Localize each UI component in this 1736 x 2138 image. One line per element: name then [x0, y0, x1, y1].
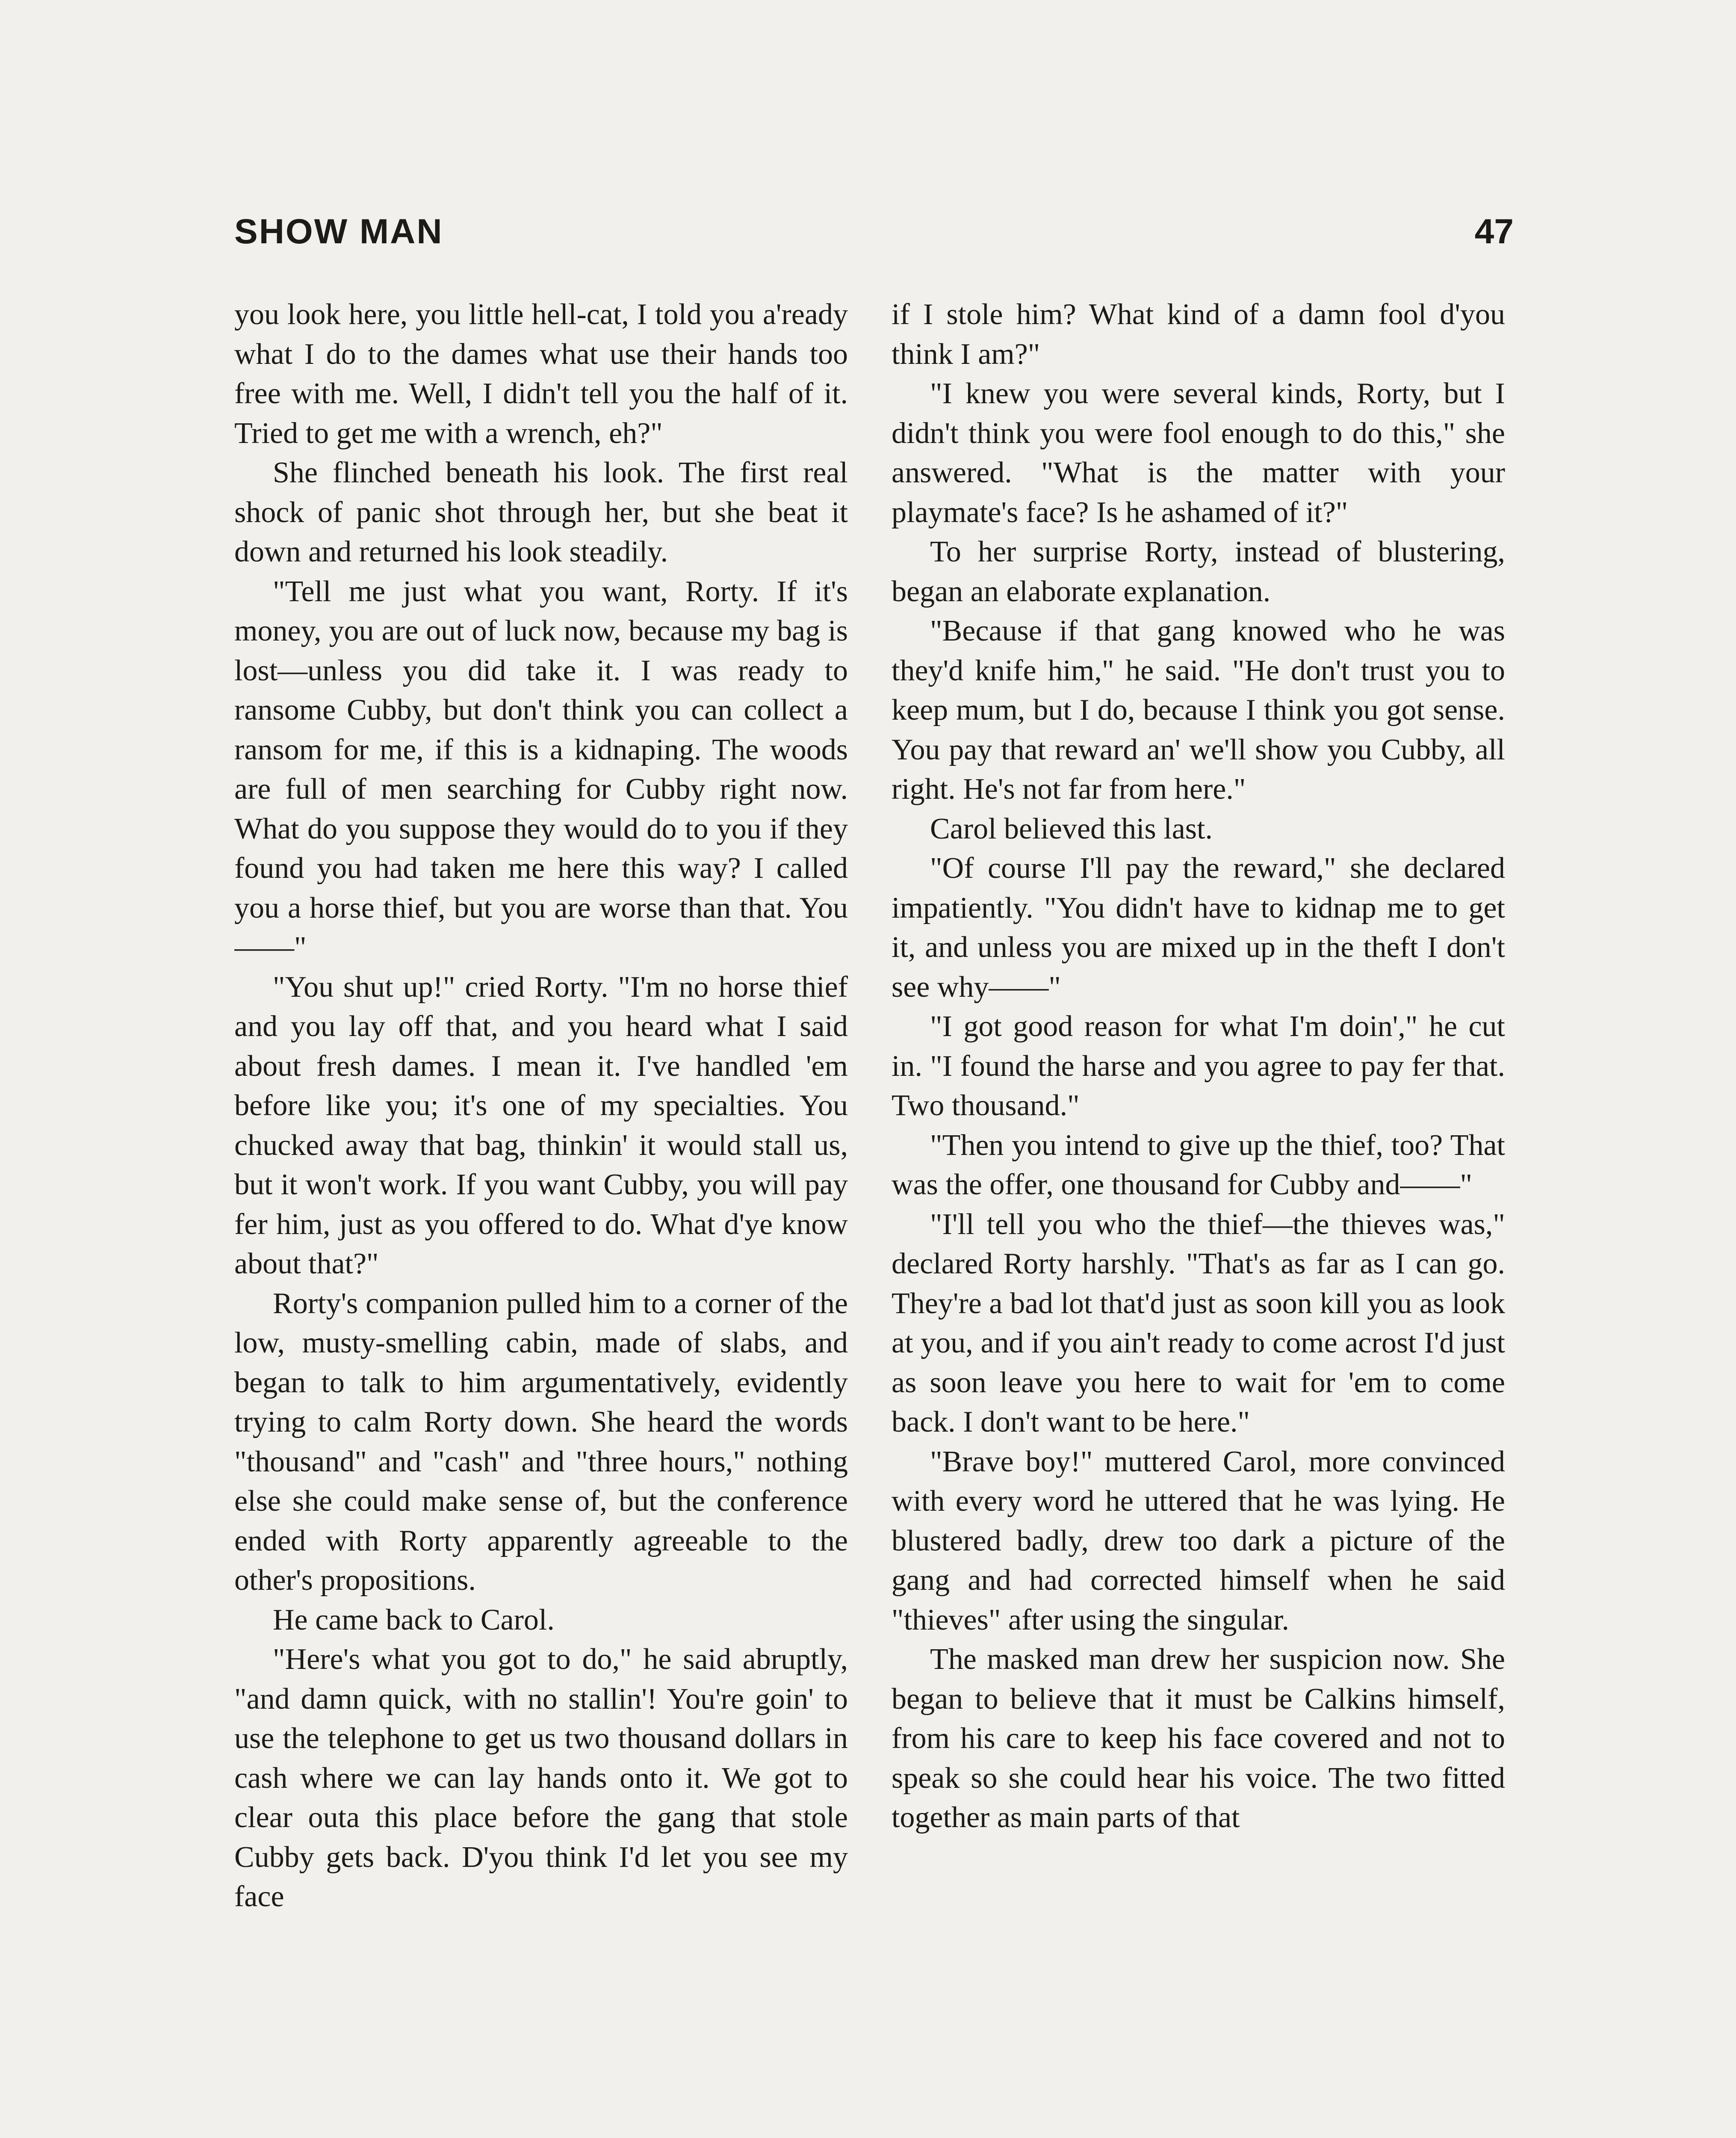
paragraph: The masked man drew her suspicion now. She began to believe that it must be Calkins himself, from his care to keep his face covered and not to speak so she could hear his voice. The two fitted together as main parts of that: [892, 1643, 1505, 1834]
running-head: SHOW MAN: [234, 212, 443, 251]
paragraph: "I'll tell you who the thief—the thieves was," declared Rorty harshly. "That's as far as I can go. They're a bad lot that'd just as soon kill you as look at you, and if you ain't ready to come acrost I'd just as soon leave you here to wait for 'em to come back. I don't want to be here.": [892, 1208, 1505, 1438]
paragraph: Carol believed this last.: [930, 812, 1213, 845]
paragraph: "I got good reason for what I'm doin'," he cut in. "I found the harse and you agree to pay fer that. Two thousand.": [892, 1010, 1505, 1122]
paragraph: "You shut up!" cried Rorty. "I'm no horse thief and you lay off that, and you heard what I said about fresh dames. I mean it. I've handled 'em before like you; it's one of my specialties. You chucked away that bag, thinkin' it would stall us, but it won't work. If you want Cubby, you will pay fer him, just as you offered to do. What d'ye know about that?": [234, 970, 848, 1280]
paragraph: "Here's what you got to do," he said abruptly, "and damn quick, with no stallin'! You're goin' to use the telephone to get us two thousand dollars in cash where we can lay hands onto it. We got to clear outa this place before the gang that stole Cubby gets back. D'you think I'd let you see my face: [234, 1643, 848, 1913]
paragraph: She flinched beneath his look. The first real shock of panic shot through her, but she beat it down and returned his look steadily.: [234, 456, 848, 568]
paragraph: "Because if that gang knowed who he was they'd knife him," he said. "He don't trust you to keep mum, but I do, because I think you got sense. You pay that reward an' we'll show you Cubby, all right. He's not far from here.": [892, 614, 1505, 806]
paragraph: if I stole him? What kind of a damn fool d'you think I am?": [892, 298, 1505, 371]
left-column: [234, 295, 848, 2138]
paragraph: Rorty's companion pulled him to a corner of the low, musty-smelling cabin, made of slabs, and began to talk to him argumentatively, evidently trying to calm Rorty down. She heard the words "thousand" and "cash" and "three hours," nothing else she could make sense of, but the conference ended with Rorty apparently agreeable to the other's propositions.: [234, 1287, 848, 1597]
paragraph: "Brave boy!" muttered Carol, more convinced with every word he uttered that he was lying. He blustered badly, drew too dark a picture of the gang and had corrected himself when he said "thieves" after using the singular.: [892, 1445, 1505, 1636]
paragraph: "Of course I'll pay the reward," she declared impatiently. "You didn't have to kidnap me to get it, and unless you are mixed up in the theft I don't see why——": [892, 852, 1505, 1004]
right-column: [892, 295, 1505, 2138]
paragraph: To her surprise Rorty, instead of blustering, began an elaborate explanation.: [892, 535, 1505, 608]
page-number: 47: [1474, 212, 1514, 251]
paragraph: "Tell me just what you want, Rorty. If it's money, you are out of luck now, because my bag is lost—unless you did take it. I was ready to ransome Cubby, but don't think you can collect a ransom for me, if this is a kidnaping. The woods are full of men searching for Cubby right now. What do you suppose they would do to you if they found you had taken me here this way? I called you a horse thief, but you are worse than that. You——": [234, 575, 848, 964]
paragraph: He came back to Carol.: [273, 1603, 555, 1636]
paragraph: you look here, you little hell-cat, I told you a'ready what I do to the dames what use their hands too free with me. Well, I didn't tell you the half of it. Tried to get me with a wrench, eh?": [234, 298, 848, 450]
paragraph: "Then you intend to give up the thief, too? That was the offer, one thousand for Cubby and——": [892, 1128, 1505, 1201]
paragraph: "I knew you were several kinds, Rorty, but I didn't think you were fool enough to do this," she answered. "What is the matter with your playmate's face? Is he ashamed of it?": [892, 377, 1505, 529]
